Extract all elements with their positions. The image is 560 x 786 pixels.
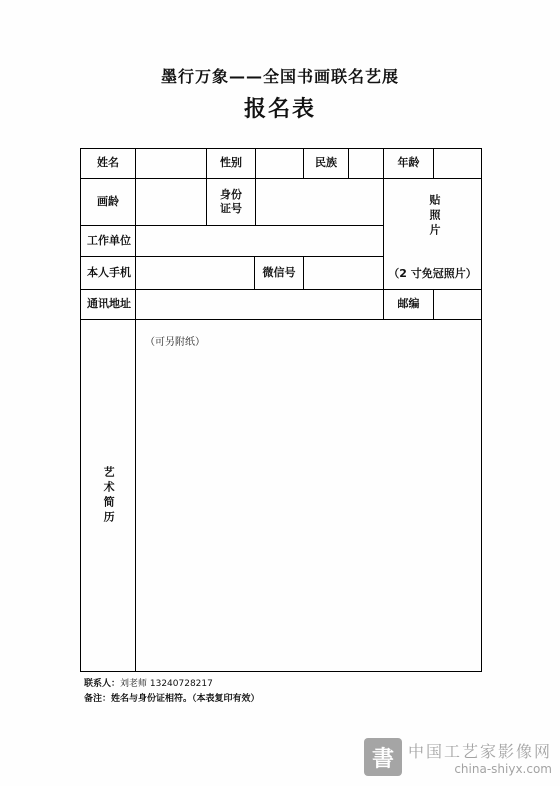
remark-value: 姓名与身份证相符。（本表复印有效）: [111, 694, 260, 704]
address-field[interactable]: [135, 289, 384, 320]
contact-label: 联系人：: [84, 679, 121, 689]
remark-label: 备注：: [84, 694, 112, 704]
gender-label: 性别: [206, 148, 256, 179]
remark-line: [84, 691, 260, 704]
watermark-text: [408, 739, 552, 776]
watermark-site-url: china-shiyx.com: [454, 761, 552, 776]
art-resume-label-cell: [80, 319, 136, 672]
painting-age-label: 画龄: [80, 178, 136, 226]
ethnicity-field[interactable]: [348, 148, 384, 179]
contact-value: 刘老师 13240728217: [120, 679, 213, 689]
art-resume-label: 艺术简历: [102, 465, 116, 526]
wechat-field[interactable]: [303, 256, 384, 290]
work-unit-field[interactable]: [135, 225, 384, 257]
postcode-field[interactable]: [433, 289, 482, 320]
contact-line: [84, 676, 213, 689]
attach-note: （可另附纸）: [145, 337, 205, 348]
site-watermark: [364, 738, 552, 776]
name-label: 姓名: [80, 148, 136, 179]
mobile-label: 本人手机: [80, 256, 136, 290]
photo-label: 贴照片: [428, 193, 441, 239]
photo-size-note: （2 寸免冠照片）: [388, 267, 477, 280]
postcode-label: 邮编: [383, 289, 434, 320]
age-field[interactable]: [433, 148, 482, 179]
age-label: 年龄: [383, 148, 434, 179]
form-title: 墨行万象——全国书画联名艺展: [160, 67, 399, 86]
ethnicity-label: 民族: [303, 148, 349, 179]
id-number-label: 身份证号: [206, 178, 256, 226]
gender-field[interactable]: [255, 148, 304, 179]
art-resume-field[interactable]: [135, 319, 482, 672]
wechat-label: 微信号: [254, 256, 304, 290]
painting-age-field[interactable]: [135, 178, 207, 226]
form-subtitle: 报名表: [243, 97, 316, 122]
watermark-site-name: 中国工艺家影像网: [407, 741, 552, 761]
mobile-field[interactable]: [135, 256, 255, 290]
work-unit-label: 工作单位: [80, 225, 136, 257]
name-field[interactable]: [135, 148, 207, 179]
seal-logo-icon: 書: [364, 738, 402, 776]
address-label: 通讯地址: [80, 289, 136, 320]
id-number-field[interactable]: [255, 178, 384, 226]
